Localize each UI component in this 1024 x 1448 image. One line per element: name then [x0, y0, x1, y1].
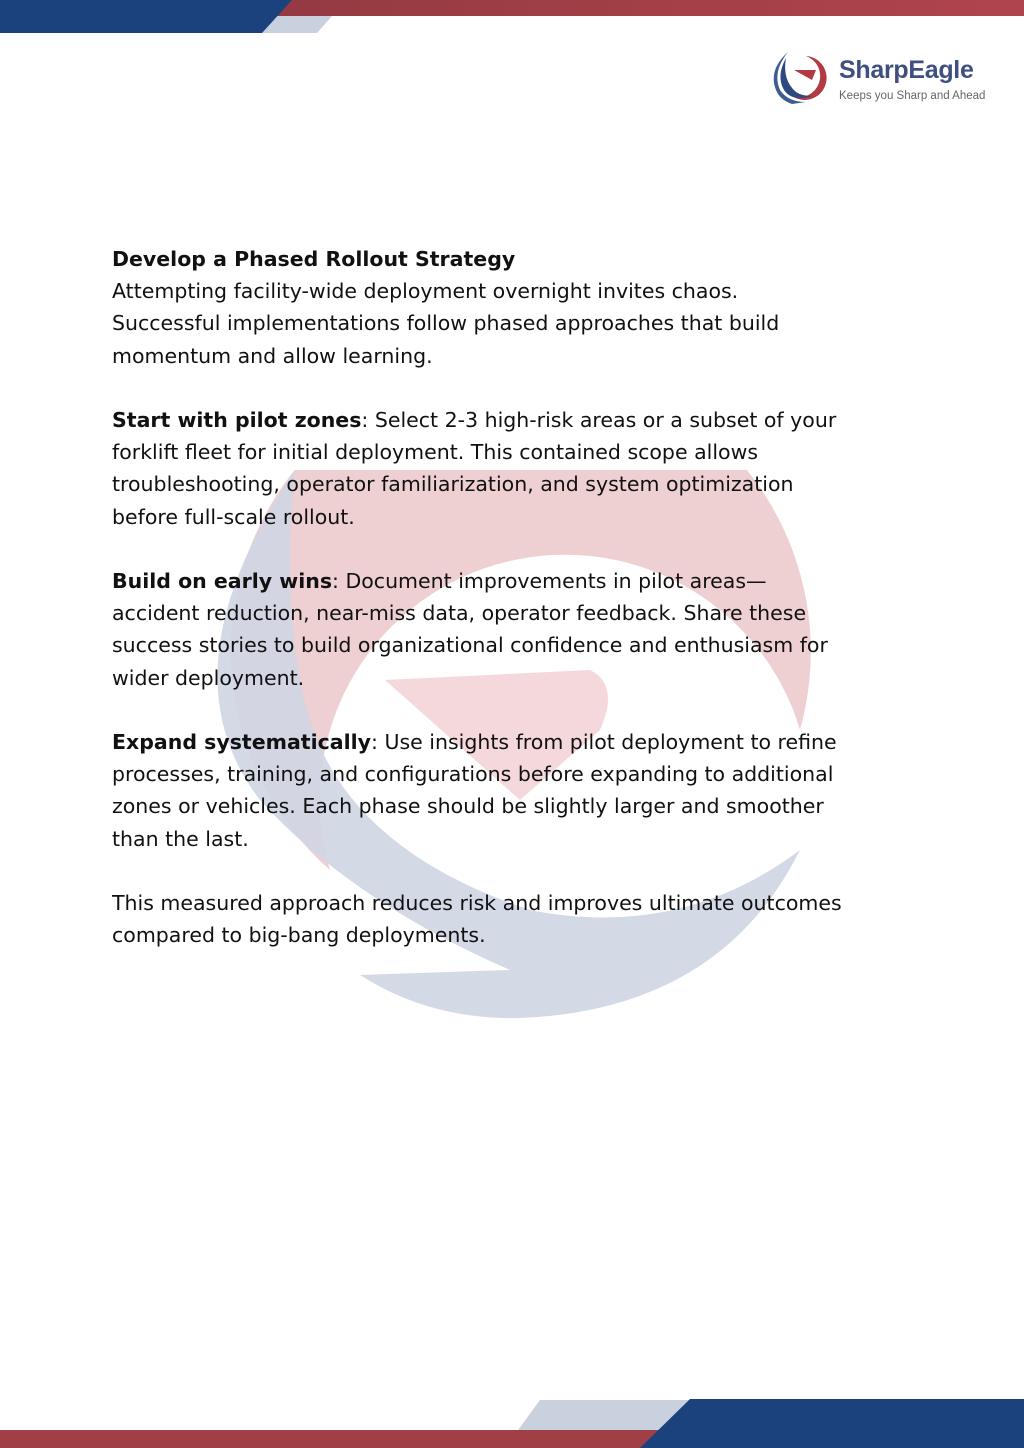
conclusion-paragraph: This measured approach reduces risk and improves ultimate outcomes compared to big-bang deployments.: [112, 891, 842, 948]
sharpeagle-logo: [772, 50, 986, 106]
header-blue-bar: [0, 0, 292, 33]
intro-text: Attempting facility-wide deployment overnight invites chaos. Successful implementations follow phased approaches that build momentum and allow learning.: [112, 279, 780, 368]
brand-name: SharpEagle: [839, 56, 974, 84]
early-wins-title: Build on early wins: [112, 569, 333, 593]
document-body: [112, 243, 852, 984]
pilot-zones-text: : Select 2-3 high-risk areas or a subset of your forklift fleet for initial deployment. This contained scope allows troubleshooting, operator familiarization, and system optimization before full-scale rollout.: [112, 408, 837, 529]
footer-blue-bar: [640, 1399, 1024, 1448]
intro-paragraph: [112, 243, 852, 372]
expand-title: Expand systematically: [112, 730, 372, 754]
footer-red-bar: [0, 1430, 660, 1448]
eagle-logo-icon: [772, 50, 834, 106]
expand-text: : Use insights from pilot deployment to refine processes, training, and configurations before expanding to additional zones or vehicles. Each phase should be slightly larger and smoother than the last.: [112, 730, 837, 851]
brand-tagline: Keeps you Sharp and Ahead: [839, 90, 986, 102]
header-red-bar: [270, 0, 1024, 16]
early-wins-paragraph: [112, 565, 852, 694]
expand-paragraph: [112, 726, 852, 855]
pilot-zones-paragraph: [112, 404, 852, 533]
section-heading: Develop a Phased Rollout Strategy: [112, 247, 516, 271]
early-wins-text: : Document improvements in pilot areas—accident reduction, near-miss data, operator feedback. Share these success stories to build organizational confidence and enthusiasm for wider deployment.: [112, 569, 828, 690]
pilot-zones-title: Start with pilot zones: [112, 408, 362, 432]
